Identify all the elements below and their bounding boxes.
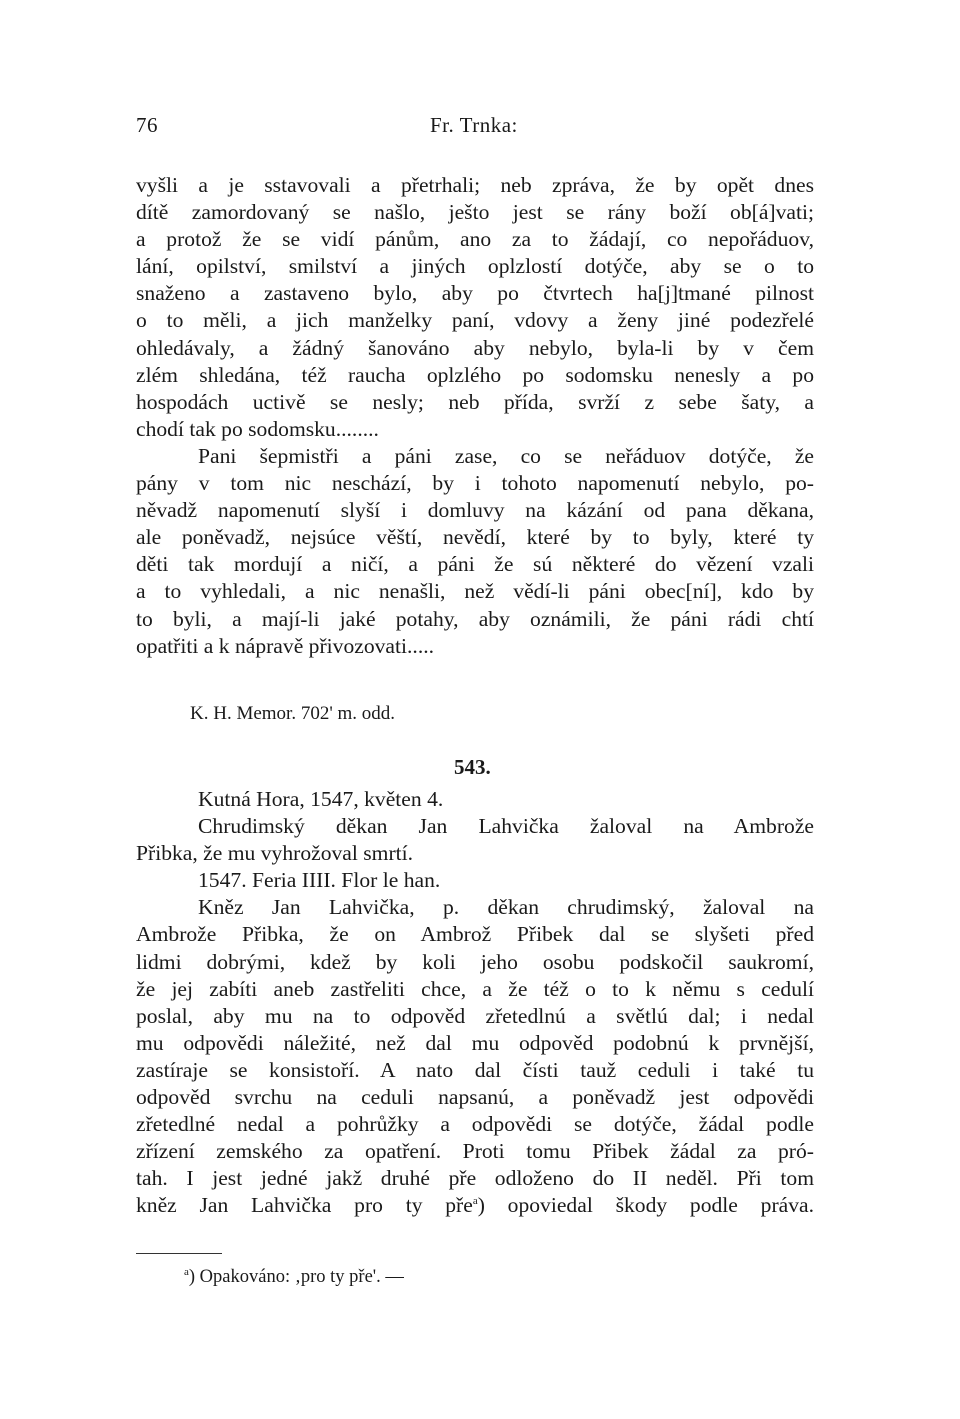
text-line: poslal, aby mu na to odpověd zřetedlnú a světlú dal; i nedal [136,1003,814,1028]
place-date: Kutná Hora, 1547, květen 4. [198,787,444,811]
continuation-text [136,172,814,660]
running-title: Fr. Trnka: [430,113,518,137]
text-line: mu odpovědi náležité, než dal mu odpověd podobnú k prvnější, [136,1030,814,1055]
text-line: to byli, a mají-li jaké potahy, aby oznámili, že páni rádi chtí [136,606,814,631]
text-line: zřízení zemského za opatření. Proti tomu Přibek žádal za pró- [136,1139,814,1164]
text-line: odpověd svrchu na ceduli napsanú, a poněvadž jest odpovědi [136,1085,814,1110]
text-line: hospodách uctivě se nesly; neb přída, svrží z sebe šaty, a [136,389,814,414]
text-line: vyšli a je sstavovali a přetrhali; neb zpráva, že by opět dnes [136,173,814,197]
text-line: Ambrože Přibka, že on Ambrož Přibek dal se slyšeti před [136,922,814,947]
text-line: zřetedlné nedal a pohrůžky a odpovědi se dotýče, žádal podle [136,1112,814,1137]
text-segment: kněz Jan Lahvička pro ty pře [136,1193,473,1218]
text-line: zastíraje se konsistoří. A nato dal čísti tauž ceduli i také tu [136,1057,814,1082]
text-line: tah. I jest jedné jakž druhé pře odloženo do II neděl. Při tom [136,1166,814,1191]
footnote-divider [136,1253,222,1254]
footnote-text: ) Opakováno: ‚pro ty pře'. — [188,1267,404,1287]
summary-line: Chrudimský děkan Jan Lahvička žaloval na Ambrože [198,814,814,839]
text-line: něvadž napomenutí slyší i domluvy na kázání od pana děkana, [136,498,814,523]
text-line: snaženo a zastaveno bylo, aby po čtvrtech ha[j]tmané pilnost [136,281,814,306]
text-line: děti tak mordují a ničí, a páni že sú některé do vězení vzali [136,552,814,577]
summary-line: Přibka, že mu vyhrožoval smrtí. [136,841,414,866]
text-line: opatřiti a k nápravě přivozovati..... [136,633,435,658]
document-number: 543. [454,755,491,779]
footnote-mark: a [184,1265,189,1278]
text-line: dítě zamordovaný se našlo, ješto jest se rány boží ob[á]vati; [136,200,814,225]
source-citation: K. H. Memor. 702' m. odd. [190,703,396,724]
document-text [136,786,814,1220]
text-line: Pani šepmistři a páni zase, co se neřáduov dotýče, že [198,443,814,468]
text-line: o to měli, a jich manželky paní, vdovy a ženy jiné podezřelé [136,308,814,333]
text-line-with-note [136,1192,814,1219]
text-line: lidmi dobrými, kdež by koli jeho osobu podskočil saukromí, [136,949,814,974]
text-line: ale poněvadž, nejsúce věští, nevědí, které by to byly, které ty [136,525,814,550]
page-number: 76 [136,113,158,137]
text-line: lání, opilství, smilství a jiných oplzlostí dotýče, aby se o to [136,254,814,279]
text-line: a to vyhledali, a nic nenašli, než vědí-li páni obec[ní], kdo by [136,579,814,604]
text-line: Kněz Jan Lahvička, p. děkan chrudimský, žaloval na [198,895,814,920]
text-line: chodí tak po sodomsku........ [136,416,379,441]
dating-line: 1547. Feria IIII. Flor le han. [198,868,441,893]
running-head [136,113,814,143]
text-line: a protož že se vidí pánům, ano za to žádají, co nepořáduov, [136,227,814,252]
text-line: zlém shledána, též raucha oplzlého po sodomsku nenesly a po [136,362,814,387]
footnote-reference[interactable]: a [472,1195,478,1208]
footnote [184,1264,404,1290]
text-line: že jej zabíti aneb zastřeliti chce, a že též o to k němu s cedulí [136,976,814,1001]
text-line: ohledávaly, a žádný šanováno aby nebylo, byla-li by v čem [136,335,814,360]
text-line: pány v tom nic neschází, by i tohoto napomenutí nebylo, po- [136,471,814,496]
text-segment: ) opoviedal škody podle práva. [477,1193,815,1218]
